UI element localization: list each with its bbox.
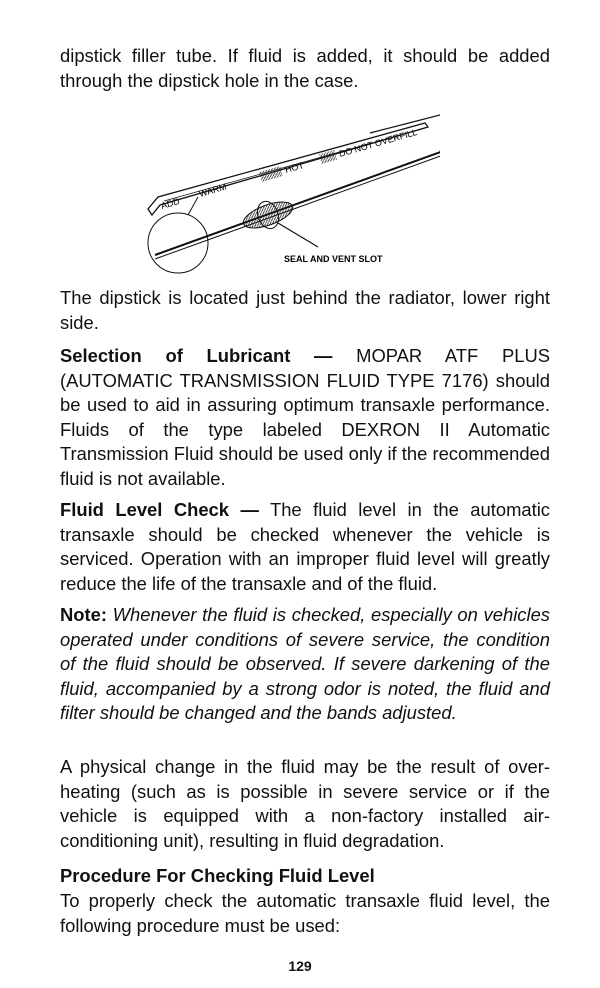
procedure-heading: Procedure For Checking Fluid Level xyxy=(60,865,375,886)
dipstick-illustration xyxy=(140,105,440,295)
lubricant-heading: Selection of Lubricant — xyxy=(60,345,333,366)
level-check-paragraph xyxy=(60,498,550,596)
level-check-body: The fluid level in the automatic transaxle should be checked whenever the vehicle is serviced. Operation with an improper fluid level will greatly reduce the life of the transaxle and of the fluid. xyxy=(60,499,551,594)
dipstick-location-paragraph: The dipstick is located just behind the radiator, lower right side. xyxy=(60,287,550,333)
physical-change-paragraph: A physical change in the fluid may be the result of over-heating (such as is possible in severe service or if the vehicle is equipped with a non-factory installed air-conditioning unit), resulting in fluid degradation. xyxy=(60,756,550,851)
lubricant-body: MOPAR ATF PLUS (AUTOMATIC TRANSMISSION FLUID TYPE 7176) should be used to aid in assuring optimum transaxle performance. Fluids of the type labeled DEXRON II Automatic Transmission Fluid should be used only if the recommended fluid is not available. xyxy=(60,345,551,489)
intro-paragraph: dipstick filler tube. If fluid is added, it should be added through the dipstick hole in the case. xyxy=(60,45,550,91)
note-body: Whenever the fluid is checked, especially on vehicles operated under conditions of severe service, the condition of the fluid should be observed. If severe darkening of the fluid, accompanied by a strong odor is noted, the fluid and filter should be changed and the bands adjusted. xyxy=(60,604,550,723)
do-not-overfill-mark: DO NOT OVERFILL xyxy=(337,127,419,159)
note-heading: Note: xyxy=(60,604,107,625)
note-paragraph xyxy=(60,603,550,726)
page-number: 129 xyxy=(288,958,312,974)
warm-mark: WARM xyxy=(197,181,228,199)
seal-vent-slot-label: SEAL AND VENT SLOT xyxy=(284,254,383,264)
hot-mark: HOT xyxy=(283,160,305,175)
procedure-paragraph: To properly check the automatic transaxle fluid level, the following procedure must be used: xyxy=(60,890,550,936)
level-check-heading: Fluid Level Check — xyxy=(60,499,259,520)
callout-leader xyxy=(278,223,318,247)
add-mark: ADD xyxy=(159,196,181,211)
lubricant-paragraph xyxy=(60,344,550,491)
dipstick-blade-closeup xyxy=(148,115,440,215)
